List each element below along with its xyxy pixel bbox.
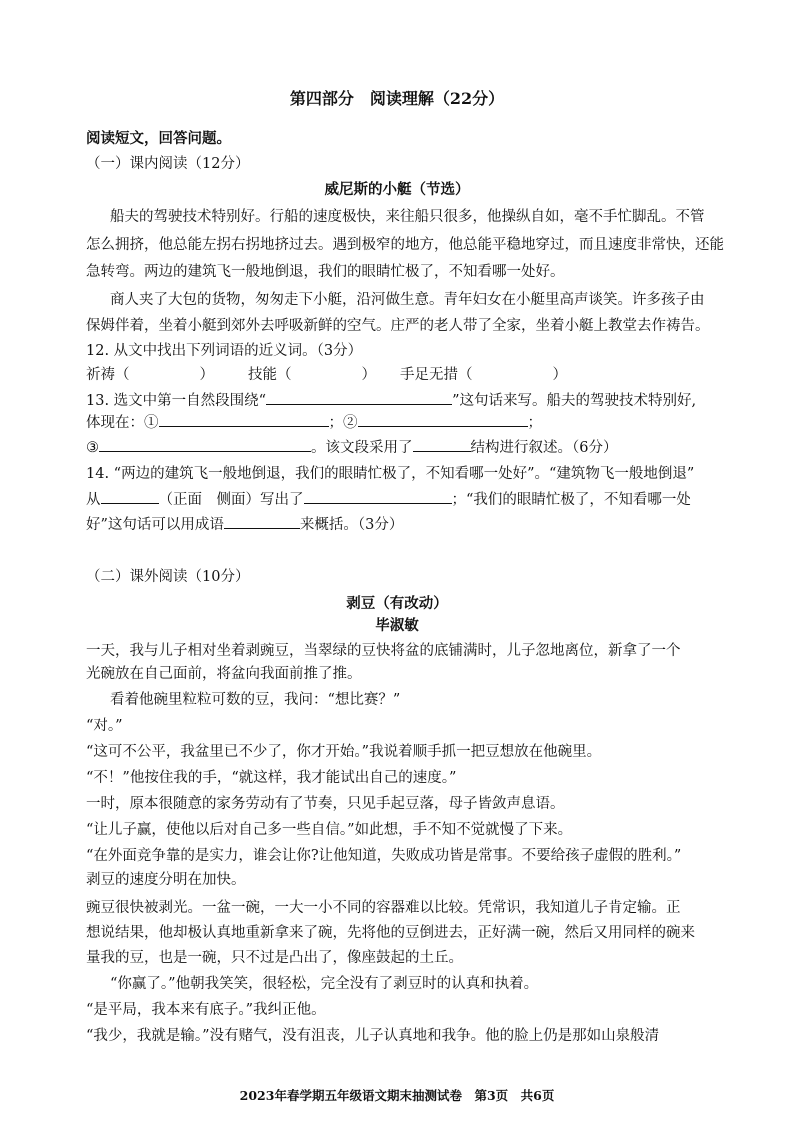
page-footer: 2023年春学期五年级语文期末抽测试卷 第3页 共6页	[239, 1088, 555, 1103]
part1-title: 威尼斯的小艇（节选）	[324, 181, 470, 198]
question-13-line3: ③ 。该文段采用了 结构进行叙述。（6分）	[86, 437, 617, 459]
story-line: 剥豆的速度分明在加快。	[86, 872, 246, 888]
part2-title: 剥豆（有改动）	[346, 595, 448, 612]
story-line: “不！”他按住我的手，“就这样，我才能试出自己的速度。”	[86, 770, 457, 786]
question-13: 13. 选文中第一自然段围绕“ ”这句话来写。船夫的驾驶技术特别好,	[86, 390, 696, 412]
question-14-line2: 从 （正面 侧面）写出了 ；“我们的眼睛忙极了，不知看哪一处	[86, 489, 691, 511]
answer-blank[interactable]	[266, 390, 452, 405]
part1-p1-line: 船夫的驾驶技术特别好。行船的速度极快，来往船只很多，他操纵自如，毫不手忙脚乱。不管	[110, 209, 705, 225]
story-line: 一时，原本很随意的家务劳动有了节奏，只见手起豆落，母子皆敛声息语。	[86, 796, 565, 812]
story-line: “让儿子赢，使他以后对自己多一些自信。”如此想，手不知不觉就慢了下来。	[86, 822, 573, 838]
story-line: 光碗放在自己面前，将盆向我面前推了推。	[86, 666, 362, 682]
question-12: 12. 从文中找出下列词语的近义词。（3分）	[86, 343, 363, 359]
answer-blank[interactable]	[304, 489, 452, 504]
part1-heading: （一）课内阅读（12分）	[86, 156, 250, 172]
story-line: “我少，我就是输。”没有赌气，没有沮丧，儿子认真地和我争。他的脸上仍是那如山泉般清	[86, 1028, 660, 1044]
question-13-line2: 体现在：① ；② ；	[86, 412, 542, 434]
word-2: 技能（	[248, 367, 292, 383]
answer-blank[interactable]	[99, 437, 311, 452]
part1-p1-line: 怎么拥挤，他总能左拐右拐地挤过去。遇到极窄的地方，他总能平稳地穿过，而且速度非常快，还能	[86, 237, 724, 253]
story-line: 一天，我与儿子相对坐着剥豌豆，当翠绿的豆快将盆的底铺满时，儿子忽地离位，新拿了一个	[86, 643, 681, 659]
question-14-line3: 好”这句话可以用成语 来概括。（3分）	[86, 514, 403, 536]
section-title: 第四部分 阅读理解（22分）	[289, 89, 505, 108]
story-line: “在外面竞争靠的是实力，谁会让你?让他知道，失败成功皆是常事。不要给孩子虚假的胜利。”	[86, 848, 682, 864]
part1-p1-line: 急转弯。两边的建筑飞一般地倒退，我们的眼睛忙极了，不知看哪一处好。	[86, 264, 565, 280]
answer-blank[interactable]	[224, 514, 300, 529]
story-line: “你赢了。”他朝我笑笑，很轻松，完全没有了剥豆时的认真和执着。	[110, 976, 539, 992]
story-line: 量我的豆，也是一碗，只不过是凸出了，像座鼓起的土丘。	[86, 950, 463, 966]
part1-p2-line: 保姆伴着，坐着小艇到郊外去呼吸新鲜的空气。庄严的老人带了全家，坐着小艇上教堂去作祷告。	[86, 318, 710, 334]
question-14: 14. “两边的建筑飞一般地倒退，我们的眼睛忙极了，不知看哪一处好”。“建筑物飞一般地倒退”	[86, 466, 695, 482]
story-line: 看着他碗里粒粒可数的豆，我问：“想比赛？”	[110, 692, 401, 708]
word-1: 祈祷（	[86, 367, 130, 383]
answer-blank[interactable]	[358, 412, 528, 427]
answer-blank[interactable]	[159, 412, 329, 427]
story-line: 想说结果，他却极认真地重新拿来了碗，先将他的豆倒进去，正好满一碗，然后又用同样的碗来	[86, 925, 695, 941]
question-12-words: 祈祷（ ） 技能（ ） 手足无措（ ）	[86, 367, 567, 383]
story-line: “这可不公平，我盆里已不少了，你才开始。”我说着顺手抓一把豆想放在他碗里。	[86, 744, 602, 760]
instruction: 阅读短文，回答问题。	[86, 130, 231, 147]
part2-heading: （二）课外阅读（10分）	[86, 569, 250, 585]
answer-blank[interactable]	[101, 489, 159, 504]
story-line: “是平局，我本来有底子。”我纠正他。	[86, 1002, 326, 1018]
answer-blank[interactable]	[413, 437, 471, 452]
word-3: 手足无措（	[400, 367, 473, 383]
part1-p2-line: 商人夹了大包的货物，匆匆走下小艇，沿河做生意。青年妇女在小艇里高声谈笑。许多孩子由	[110, 292, 705, 308]
part2-author: 毕淑敏	[375, 617, 419, 634]
story-line: “对。”	[86, 718, 123, 734]
story-line: 豌豆很快被剥光。一盆一碗，一大一小不同的容器难以比较。凭常识，我知道儿子肯定输。正	[86, 900, 681, 916]
